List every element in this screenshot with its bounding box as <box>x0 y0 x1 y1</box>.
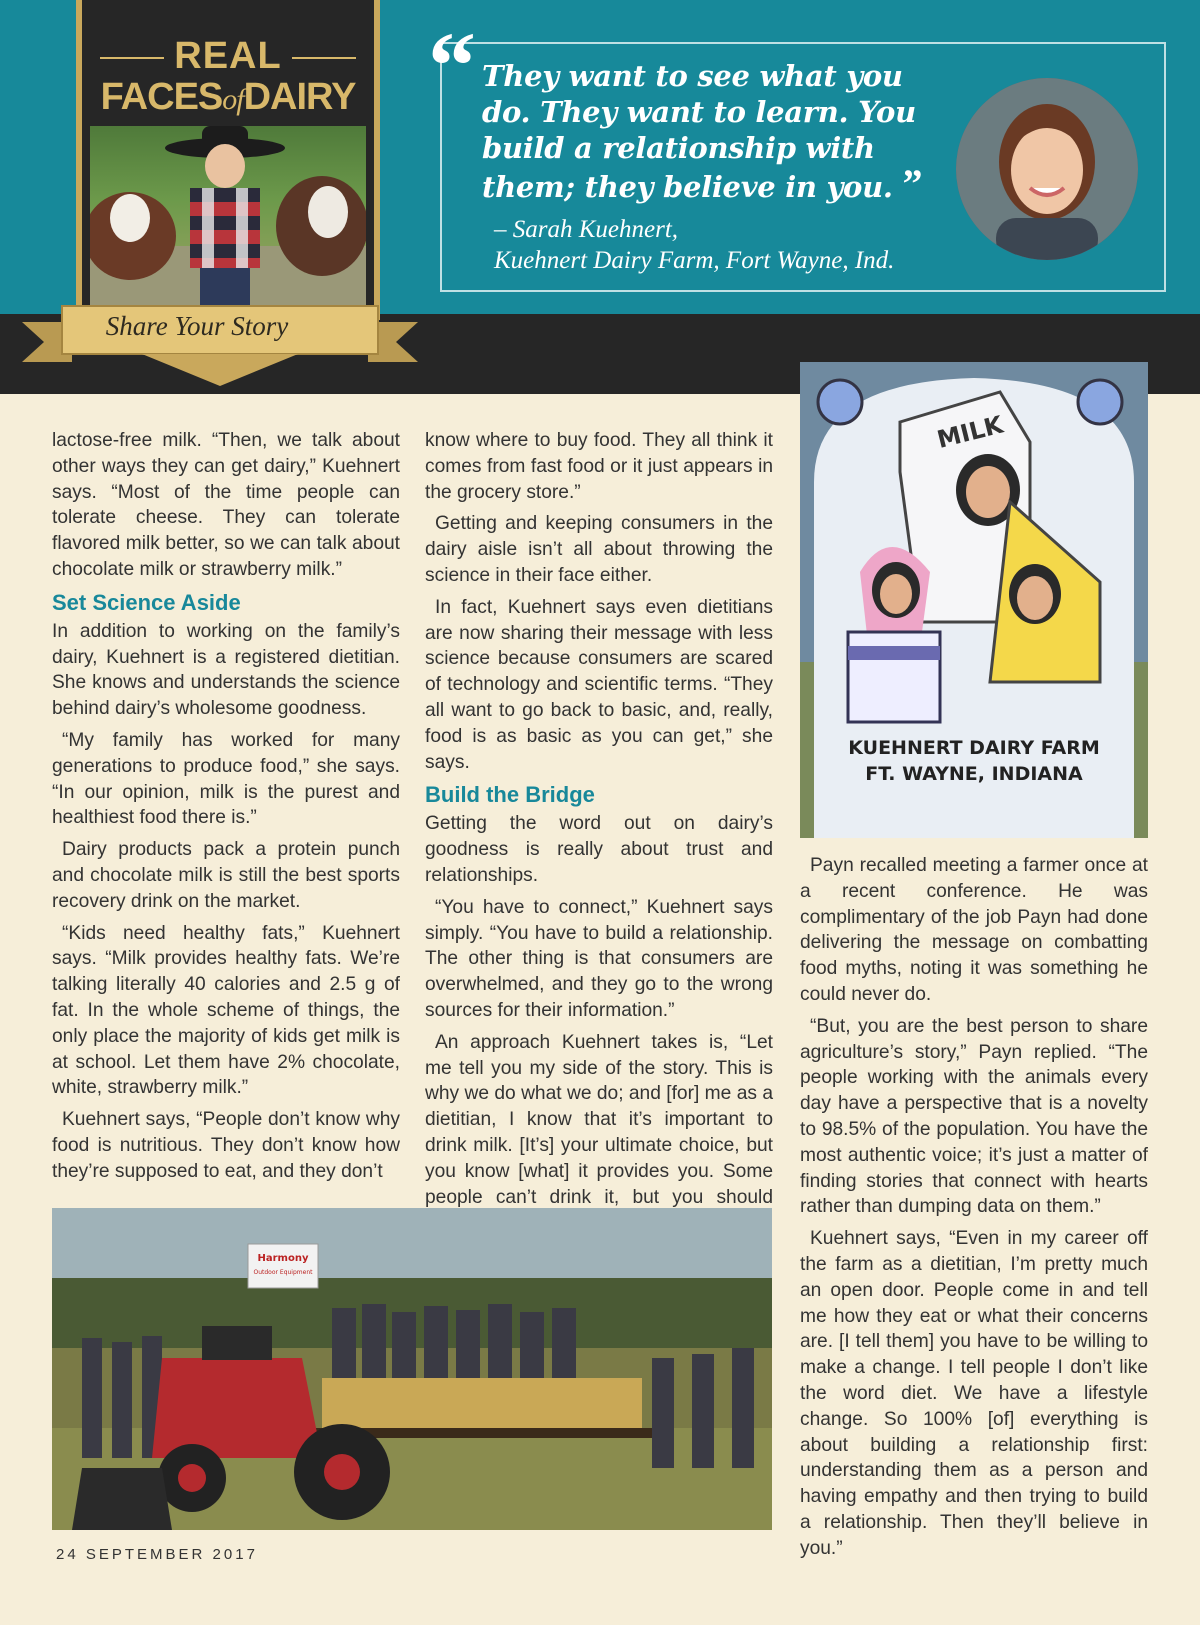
kuehnert-dairy-sign-photo <box>800 362 1148 838</box>
article-column-3 <box>800 853 1148 1568</box>
paragraph: Getting the word out on dairy’s goodness is really about trust and relationships. <box>425 813 773 886</box>
paragraph: lactose-free milk. “Then, we talk about other ways they can get dairy,” Kuehnert says. “Most of the time people can tolerate cheese. They can tolerate flavored milk better, so we can talk about chocolate milk or strawberry milk.” <box>52 430 400 580</box>
boy-with-cows-photo <box>90 126 366 316</box>
paragraph: “My family has worked for many generations to produce food,” she says. “In our opinion, milk is the purest and healthiest food there is.” <box>52 729 400 829</box>
paragraph: In fact, Kuehnert says even dietitians are now sharing their message with less science because consumers are scared of technology and scientific terms. “They all want to go back to basic, and, really, food is as basic as you can get,” she says. <box>425 596 773 773</box>
paragraph: “But, you are the best person to share agriculture’s story,” Payn replied. “The people working with the animals every day have a perspective that is a novelty to 98.5% of the population. You have the most authentic voice; it’s just a matter of finding stories that connect with hearts rather than dumping data on them.” <box>800 1015 1148 1218</box>
paragraph: An approach Kuehnert takes is, “Let me tell you my side of the story. This is why we do what we do; and [for] me as a dietitian, I know that it’s important to drink milk. [It’s] your ultimate choice, but you know [what] it provides you. Some people can’t drink it, but you should <box>425 1031 773 1208</box>
article-column-2 <box>425 428 773 1242</box>
article-column-1 <box>52 428 400 1191</box>
paragraph: Kuehnert says, “People don’t know why food is nutritious. They don’t know how they’re supposed to eat, and they don’t <box>52 1109 400 1182</box>
paragraph: Kuehnert says, “Even in my career off the farm as a dietitian, I’m pretty much an open door. People come in and tell me how they eat or what their concerns are. [I tell them] you have to be willing to make a change. I tell people I don’t like the word diet. We have a lifestyle change. So 100% [of] everything is about building a relationship first: understanding them as a person and having empathy and then trying to build a relationship. Then they’ll believe in you.” <box>800 1228 1148 1559</box>
real-faces-badge <box>76 0 380 320</box>
milk-carton-label: MILK <box>934 410 1006 454</box>
page-folio: 24 SEPTEMBER 2017 <box>56 1546 258 1563</box>
subhead-build-the-bridge: Build the Bridge <box>425 782 595 808</box>
share-your-story-label: Share Your Story <box>105 311 289 341</box>
tractor-hayride-photo <box>52 1208 772 1530</box>
sarah-kuehnert-portrait <box>956 78 1138 260</box>
close-quote-icon: ” <box>902 161 923 206</box>
paragraph: know where to buy food. They all think it comes from fast food or it just appears in the grocery store.” <box>425 430 773 503</box>
sign-line-2: FT. WAYNE, INDIANA <box>865 763 1083 785</box>
pull-quote-attribution: – Sarah Kuehnert, Kuehnert Dairy Farm, Fort Wayne, Ind. <box>494 216 895 274</box>
badge-title-real: REAL <box>82 36 374 76</box>
paragraph: Payn recalled meeting a farmer once at a recent conference. He was complimentary of the job Payn had done delivering the message on combatting food myths, noting it was something he could never do. <box>800 855 1148 1005</box>
sign-line-1: KUEHNERT DAIRY FARM <box>848 737 1100 759</box>
paragraph: Getting and keeping consumers in the dairy aisle isn’t all about throwing the science in their face either. <box>425 513 773 586</box>
badge-title-faces-of-dairy: FACESofDAIRY <box>100 76 356 118</box>
paragraph: Dairy products pack a protein punch and chocolate milk is still the best sports recovery drink on the market. <box>52 839 400 912</box>
pull-quote-text: They want to see what you do. They want to learn. You build a relationship with them; they believe in you. ” <box>482 59 923 206</box>
paragraph: “You have to connect,” Kuehnert says simply. “You have to build a relationship. The other thing is that consumers are overwhelmed, and they go to the wrong sources for their information.” <box>425 896 773 1021</box>
paragraph: “Kids need healthy fats,” Kuehnert says. “Milk provides healthy fats. We’re talking literally 40 calories and 2.5 g of fat. In the whole scheme of things, the only place the majority of kids get milk is at school. Let them have 2% chocolate, white, strawberry milk.” <box>52 922 400 1099</box>
subhead-set-science-aside: Set Science Aside <box>52 589 241 615</box>
trailer-sign-line-1: Harmony <box>257 1253 309 1264</box>
trailer-sign-line-2: Outdoor Equipment <box>253 1269 313 1276</box>
paragraph: In addition to working on the family’s dairy, Kuehnert is a registered dietitian. She knows and understands the science behind dairy’s wholesome goodness. <box>52 620 400 720</box>
open-quote-icon: “ <box>428 12 476 119</box>
